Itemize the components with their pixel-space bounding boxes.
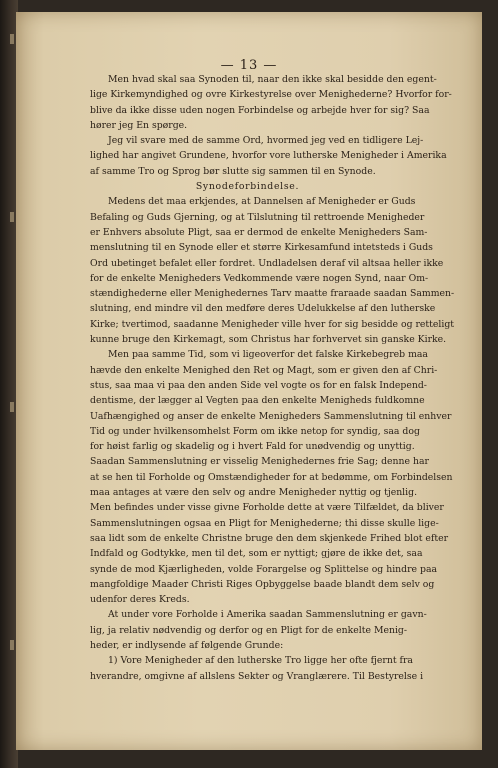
text-line: blive da ikke disse uden nogen Forbindelse og arbejde hver for sig? Saa (90, 104, 430, 116)
text-line: for høist farlig og skadelig og i hvert Fald for unødvendig og unyttig. (90, 441, 415, 453)
binding-stitch (10, 640, 14, 650)
text-line: kunne bruge den Kirkemagt, som Christus har forhvervet sin ganske Kirke. (90, 334, 447, 346)
text-line: Uafhængighed og anser de enkelte Menigheders Sammenslutning til enhver (90, 410, 452, 422)
binding-stitch (10, 402, 14, 412)
text-line: maa antages at være den selv og andre Menigheder nyttig og tjenlig. (90, 487, 418, 499)
text-line: hører jeg En spørge. (90, 119, 188, 131)
text-line: Indfald og Godtykke, men til det, som er nyttigt; gjøre de ikke det, saa (90, 548, 423, 560)
text-line: udenfor deres Kreds. (90, 594, 190, 606)
section-heading: Synodeforbindelse. (195, 181, 300, 193)
text-line: Kirke; tvertimod, saadanne Menigheder ville hver for sig besidde og retteligt (90, 318, 455, 330)
body-text (90, 72, 455, 684)
text-line: Sammenslutningen ogsaa en Pligt for Menighederne; thi disse skulle lige- (90, 517, 439, 529)
text-line: synde de mod Kjærligheden, volde Forargelse og Splittelse og hindre paa (90, 563, 438, 575)
text-line: menslutning til en Synode eller et større Kirkesamfund intetsteds i Guds (90, 242, 433, 254)
text-line: lighed har angivet Grundene, hvorfor vore lutherske Menigheder i Amerika (90, 150, 447, 162)
text-line: heder, er indlysende af følgende Grunde: (90, 639, 284, 651)
text-line: Men paa samme Tid, som vi ligeoverfor det falske Kirkebegreb maa (108, 349, 428, 361)
binding-stitch (10, 212, 14, 222)
text-line: Men hvad skal saa Synoden til, naar den ikke skal besidde den egent- (108, 74, 437, 85)
text-line: af samme Tro og Sprog bør slutte sig sammen til en Synode. (90, 165, 376, 177)
text-line: Jeg vil svare med de samme Ord, hvormed jeg ved en tidligere Lej- (108, 135, 424, 147)
page-number: — 13 — (220, 58, 278, 73)
text-line: stus, saa maa vi paa den anden Side vel vogte os for en falsk Independ- (90, 379, 427, 391)
text-line: dentisme, der lægger al Vegten paa den enkelte Menigheds fuldkomne (90, 395, 425, 407)
text-line: Men befindes under visse givne Forholde dette at være Tilfældet, da bliver (90, 502, 444, 514)
text-line: hverandre, omgivne af allslens Sekter og Vranglærere. Til Bestyrelse i (90, 670, 424, 682)
text-line: saa lidt som de enkelte Christne bruge den dem skjenkede Frihed blot efter (90, 532, 449, 544)
binding-stitch (10, 34, 14, 44)
text-line: Ord ubetinget befalet eller fordret. Undladelsen deraf vil altsaa heller ikke (90, 257, 444, 269)
text-line: hævde den enkelte Menighed den Ret og Magt, som er given den af Chri- (90, 364, 438, 376)
text-line: er Enhvers absolute Pligt, saa er dermod de enkelte Menigheders Sam- (90, 226, 428, 238)
text-line: mangfoldige Maader Christi Riges Opbyggelse baade blandt dem selv og (90, 578, 435, 590)
text-line: slutning, end mindre vil den medføre deres Udelukkelse af den lutherske (90, 303, 436, 315)
text-line: stændighederne eller Menighedernes Tarv maatte fraraade saadan Sammen- (90, 288, 455, 300)
text-line: Tid og under hvilkensomhelst Form om ikke netop for syndig, saa dog (90, 425, 420, 437)
text-line: At under vore Forholde i Amerika saadan Sammenslutning er gavn- (108, 609, 427, 621)
text-line: for de enkelte Menigheders Vedkommende være nogen Synd, naar Om- (90, 272, 429, 284)
text-line: Medens det maa erkjendes, at Dannelsen af Menigheder er Guds (108, 196, 416, 208)
text-line: lig, ja relativ nødvendig og derfor og en Pligt for de enkelte Menig- (90, 624, 408, 636)
text-line: lige Kirkemyndighed og ovre Kirkestyrelse over Menighederne? Hvorfor for- (90, 89, 452, 101)
text-line: Saadan Sammenslutning er visselig Menighedernes frie Sag; denne har (90, 456, 429, 468)
text-line: Befaling og Guds Gjerning, og at Tilslutning til rettroende Menigheder (90, 211, 425, 223)
text-line: at se hen til Forholde og Omstændigheder for at bedømme, om Forbindelsen (90, 471, 453, 483)
text-line: 1) Vore Menigheder af den lutherske Tro ligge her ofte fjernt fra (108, 655, 413, 667)
